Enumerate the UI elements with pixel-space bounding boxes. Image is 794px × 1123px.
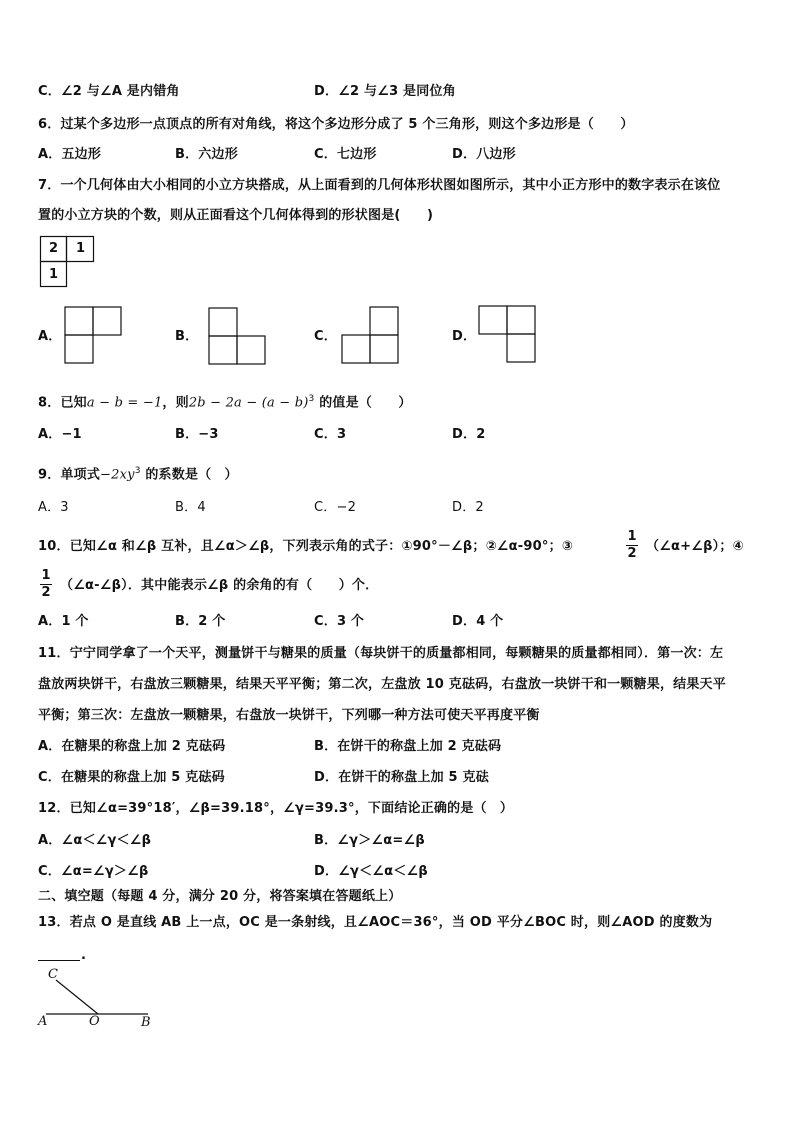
q8-stem bbox=[38, 391, 412, 411]
q11-option-a: A．在糖果的称盘上加 2 克砝码 bbox=[38, 739, 226, 754]
q13-stem: 13．若点 O 是直线 AB 上一点，OC 是一条射线，且∠AOC＝36°，当 OD 平分∠BOC 时，则∠AOD 的度数为 bbox=[38, 915, 713, 930]
q13-label-a: A bbox=[38, 1014, 48, 1029]
q6-option-d: D．八边形 bbox=[452, 147, 516, 162]
q12-option-a: A．∠α＜∠γ＜∠β bbox=[38, 833, 152, 848]
q13-label-c: C bbox=[48, 967, 59, 982]
q8-mid: ，则 bbox=[162, 395, 189, 411]
q13-label-b: B bbox=[141, 1015, 151, 1030]
q13-label-o: O bbox=[89, 1014, 100, 1029]
q9-exponent: 3 bbox=[134, 466, 141, 476]
q8-prefix: 8．已知 bbox=[38, 395, 87, 411]
fraction-numerator: 1 bbox=[41, 568, 51, 583]
fraction-denominator: 2 bbox=[41, 585, 51, 600]
q10-fraction-4 bbox=[40, 569, 52, 600]
q11-option-b: B．在饼干的称盘上加 2 克砝码 bbox=[314, 739, 502, 754]
q9-option-c: C．−2 bbox=[314, 500, 357, 515]
q7-grid-number: 1 bbox=[49, 267, 59, 282]
q8-suffix: 的值是（ ） bbox=[314, 395, 412, 411]
q7-stem-line2: 置的小立方块的个数，则从正面看这个几何体得到的形状图是( ) bbox=[38, 208, 434, 223]
q10-option-d: D．4 个 bbox=[452, 614, 504, 629]
q9-stem bbox=[38, 463, 238, 483]
q7-option-b-label: B． bbox=[175, 329, 199, 344]
q6-option-b: B．六边形 bbox=[175, 147, 238, 162]
q6-stem: 6．过某个多边形一点顶点的所有对角线，将这个多边形分成了 5 个三角形，则这个多边形是（ ） bbox=[38, 117, 634, 132]
q7-stem-line1: 7．一个几何体由大小相同的小立方块搭成，从上面看到的几何体形状图如图所示，其中小正方形中的数字表示在该位 bbox=[38, 178, 721, 193]
section-heading-fill-in: 二、填空题（每题 4 分，满分 20 分，将答案填在答题纸上） bbox=[38, 889, 402, 904]
q7-option-c-shape bbox=[341, 306, 401, 364]
q7-grid-number: 2 bbox=[49, 241, 59, 256]
q7-option-d-shape bbox=[478, 305, 538, 363]
q10-option-a: A．1 个 bbox=[38, 614, 89, 629]
q11-option-c: C．在糖果的称盘上加 5 克砝码 bbox=[38, 770, 225, 785]
q10-line2: （∠α-∠β）．其中能表示∠β 的余角的有（ ）个． bbox=[60, 578, 379, 593]
q10-option-c: C．3 个 bbox=[314, 614, 365, 629]
q7-grid-number: 1 bbox=[76, 241, 86, 256]
q7-option-c-label: C． bbox=[314, 329, 337, 344]
q9-prefix: 9．单项式 bbox=[38, 467, 101, 483]
q9-option-b: B．4 bbox=[175, 500, 206, 515]
q11-line2: 盘放两块饼干，右盘放三颗糖果，结果天平平衡；第二次，左盘放 10 克砝码，右盘放一块饼干和一颗糖果，结果天平 bbox=[38, 677, 726, 692]
q6-option-c: C．七边形 bbox=[314, 147, 377, 162]
q8-option-c: C．3 bbox=[314, 427, 347, 442]
q11-option-d: D．在饼干的称盘上加 5 克砝 bbox=[314, 770, 489, 785]
q12-option-d: D．∠γ＜∠α＜∠β bbox=[314, 864, 428, 879]
q10-line1-tail: （∠α+∠β）；④ bbox=[646, 539, 744, 554]
q8-condition: a − b = −1 bbox=[86, 395, 163, 411]
q8-option-d: D．2 bbox=[452, 427, 486, 442]
q7-option-a-shape bbox=[64, 306, 124, 364]
q8-option-b: B．−3 bbox=[175, 427, 219, 442]
q12-option-b: B．∠γ＞∠α=∠β bbox=[314, 833, 425, 848]
q11-line3: 平衡；第三次：左盘放一颗糖果，右盘放一块饼干，下列哪一种方法可使天平再度平衡 bbox=[38, 708, 540, 723]
q8-exponent: 3 bbox=[308, 394, 315, 404]
q9-suffix: 的系数是（ ） bbox=[140, 467, 238, 483]
q8-expression: 2b − 2a − (a − b) bbox=[188, 395, 309, 411]
q9-option-d: D．2 bbox=[452, 500, 484, 515]
q12-stem: 12．已知∠α=39°18′，∠β=39.18°，∠γ=39.3°，下面结论正确的是（ ） bbox=[38, 801, 514, 816]
q7-option-d-label: D． bbox=[452, 329, 477, 344]
q7-option-b-shape bbox=[208, 307, 268, 365]
q13-blank-period: . bbox=[81, 948, 87, 963]
q5-option-d: D．∠2 与∠3 是同位角 bbox=[314, 84, 456, 99]
q10-line1: 10．已知∠α 和∠β 互补，且∠α＞∠β，下列表示角的式子：①90°－∠β；②∠α-90°；③ bbox=[38, 539, 573, 554]
q13-answer-blank bbox=[38, 960, 80, 961]
q9-option-a: A．3 bbox=[38, 500, 69, 515]
q7-option-a-label: A． bbox=[38, 329, 62, 344]
q6-option-a: A．五边形 bbox=[38, 147, 102, 162]
q10-option-b: B．2 个 bbox=[175, 614, 226, 629]
q5-option-c: C．∠2 与∠A 是内错角 bbox=[38, 84, 180, 99]
fraction-numerator: 1 bbox=[627, 529, 637, 544]
fraction-denominator: 2 bbox=[627, 546, 637, 561]
q8-option-a: A．−1 bbox=[38, 427, 82, 442]
q11-line1: 11．宁宁同学拿了一个天平，测量饼干与糖果的质量（每块饼干的质量都相同，每颗糖果的质量都相同）．第一次：左 bbox=[38, 646, 724, 661]
q9-expression: −2xy bbox=[100, 467, 135, 483]
q10-fraction-3 bbox=[626, 530, 638, 561]
q12-option-c: C．∠α=∠γ＞∠β bbox=[38, 864, 149, 879]
